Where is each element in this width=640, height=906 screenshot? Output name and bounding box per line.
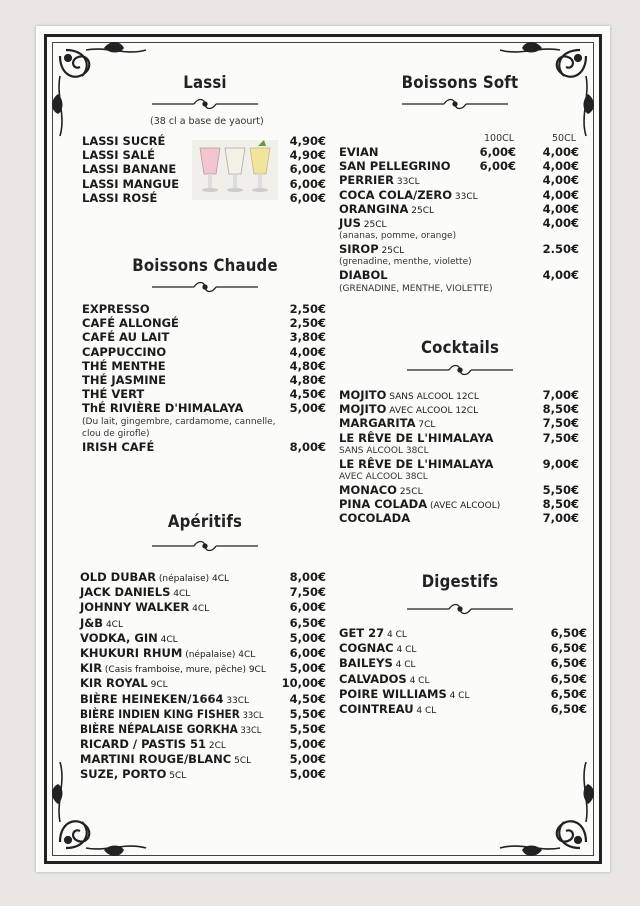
list-item: LE RÊVE DE L'HIMALAYA 7,50€ <box>339 430 579 445</box>
item-description: (Du lait, gingembre, cardamome, cannelle, <box>82 416 276 427</box>
item-description: (grenadine, menthe, violette) <box>339 257 472 268</box>
list-item: VODKA, GIN 4CL 5,00€ <box>80 630 326 645</box>
list-item: CAFÉ ALLONGÉ 2,50€ <box>82 316 326 331</box>
item-description: AVEC ALCOOL 38CL <box>339 471 428 482</box>
chaude-title: Boissons Chaude <box>132 256 278 276</box>
list-item: EXPRESSO 2,50€ <box>82 302 326 316</box>
list-item: BIÈRE NÉPALAISE GORKHA 33CL 5,50€ <box>80 721 326 736</box>
list-item: J&B 4CL 6,50€ <box>80 615 326 630</box>
list-item: RICARD / PASTIS 51 2CL 5,00€ <box>80 737 326 752</box>
list-item: MONACO 25CL 5,50€ <box>339 482 579 497</box>
list-item: CAPPUCCINO 4,00€ <box>82 344 326 359</box>
list-item: MOJITO AVEC ALCOOL 12CL 8,50€ <box>339 402 579 417</box>
list-item: COCOLADA 7,00€ <box>339 511 579 526</box>
ornate-corner-icon <box>480 742 600 862</box>
soft-list <box>339 145 579 295</box>
list-item: GET 27 4 CL 6,50€ <box>339 626 587 640</box>
flourish-divider-icon <box>150 279 260 299</box>
list-item: POIRE WILLIAMS 4 CL 6,50€ <box>339 686 587 701</box>
col-header-100cl: 100CL <box>484 133 515 144</box>
list-item: BIÈRE HEINEKEN/1664 33CL 4,50€ <box>80 691 326 706</box>
aperitifs-title: Apéritifs <box>167 512 243 532</box>
list-item: EVIAN 6,00€ 4,00€ <box>339 145 579 159</box>
list-item: THÉ MENTHE 4,80€ <box>82 358 326 373</box>
list-item: COINTREAU 4 CL 6,50€ <box>339 701 587 716</box>
list-item: CAFÉ AU LAIT 3,80€ <box>82 330 326 345</box>
lassi-note: (38 cl a base de yaourt) <box>150 116 264 127</box>
list-item: SUZE, PORTO 5CL 5,00€ <box>80 767 326 782</box>
col-header-50cl: 50CL <box>552 133 577 144</box>
list-item: KIR ROYAL 9CL 10,00€ <box>80 676 326 691</box>
item-description: SANS ALCOOL 38CL <box>339 445 429 456</box>
digestifs-list <box>339 626 587 717</box>
chaude-list <box>82 302 326 454</box>
list-item: THÉ JASMINE 4,80€ <box>82 372 326 387</box>
list-item: COGNAC 4 CL 6,50€ <box>339 641 587 656</box>
list-item: JACK DANIELS 4CL 7,50€ <box>80 585 326 600</box>
list-item: SAN PELLEGRINO 6,00€ 4,00€ <box>339 159 579 174</box>
list-item: PINA COLADA (AVEC ALCOOL) 8,50€ <box>339 497 579 512</box>
list-item: DIABOL 4,00€ <box>339 268 579 283</box>
list-item: JUS 25CL 4,00€ <box>339 215 579 230</box>
list-item: KIR (Casis framboise, mure, pêche) 9CL 5,00€ <box>80 661 326 676</box>
list-item: OLD DUBAR (népalaise) 4CL 8,00€ <box>80 570 326 584</box>
list-item: THÉ VERT 4,50€ <box>82 387 326 402</box>
list-item: KHUKURI RHUM (népalaise) 4CL 6,00€ <box>80 645 326 660</box>
item-description: (ananas, pomme, orange) <box>339 231 457 242</box>
list-item: ORANGINA 25CL 4,00€ <box>339 201 579 216</box>
flourish-divider-icon <box>400 96 510 116</box>
cocktails-list <box>339 388 579 526</box>
list-item: LASSI ROSÉ 6,00€ <box>82 190 326 205</box>
list-item: LASSI SUCRÉ 4,90€ <box>82 134 326 148</box>
list-item: ThÉ RIVIÈRE D'HIMALAYA 5,00€ <box>82 401 326 416</box>
list-item: MARTINI ROUGE/BLANC 5CL 5,00€ <box>80 752 326 767</box>
list-item: LASSI BANANE 6,00€ <box>82 162 326 177</box>
list-item: BAILEYS 4 CL 6,50€ <box>339 656 587 671</box>
list-item: JOHNNY WALKER 4CL 6,00€ <box>80 600 326 615</box>
list-item: LASSI MANGUE 6,00€ <box>82 176 326 191</box>
list-item: SIROP 25CL 2.50€ <box>339 242 579 257</box>
digestifs-title: Digestifs <box>421 572 499 592</box>
list-item: BIÈRE INDIEN KING FISHER 33CL 5,50€ <box>80 706 326 721</box>
cocktails-title: Cocktails <box>420 338 500 358</box>
item-description: (GRENADINE, MENTHE, VIOLETTE) <box>339 283 493 294</box>
aperitifs-list <box>80 570 326 783</box>
list-item: CALVADOS 4 CL 6,50€ <box>339 671 587 686</box>
list-item: LASSI SALÉ 4,90€ <box>82 148 326 163</box>
list-item: MOJITO SANS ALCOOL 12CL 7,00€ <box>339 388 579 402</box>
flourish-divider-icon <box>150 538 260 558</box>
flourish-divider-icon <box>405 601 515 621</box>
item-description: clou de girofle) <box>82 428 150 439</box>
list-item: LE RÊVE DE L'HIMALAYA 9,00€ <box>339 456 579 471</box>
flourish-divider-icon <box>405 362 515 382</box>
list-item: COCA COLA/ZERO 33CL 4,00€ <box>339 187 579 202</box>
lassi-title: Lassi <box>183 73 227 93</box>
list-item: MARGARITA 7CL 7,50€ <box>339 416 579 431</box>
soft-title: Boissons Soft <box>401 73 519 93</box>
list-item: IRISH CAFÉ 8,00€ <box>82 439 326 454</box>
flourish-divider-icon <box>150 96 260 116</box>
list-item: PERRIER 33CL 4,00€ <box>339 173 579 188</box>
lassi-glasses-image <box>192 140 278 200</box>
